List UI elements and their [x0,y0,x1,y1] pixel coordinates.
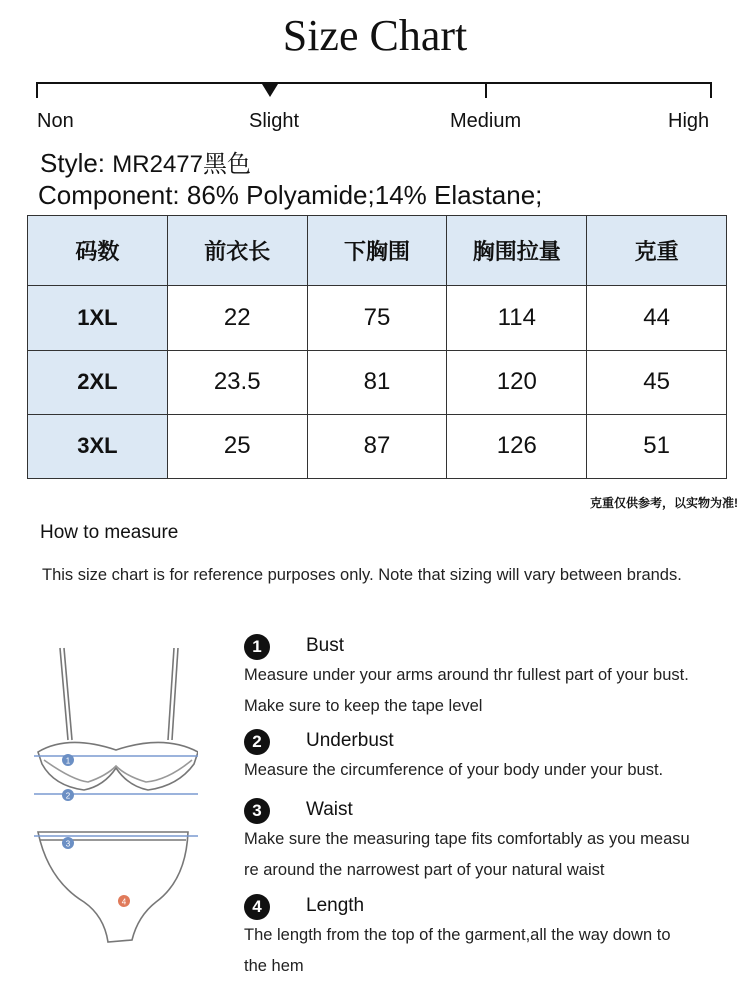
header-underbust: 下胸围 [307,216,447,286]
step-line: The length from the top of the garment,all the way down to [244,926,671,944]
table-header-row [28,216,727,286]
step-line: the hem [244,957,304,975]
table-cell: 75 [307,286,447,350]
table-cell: 87 [307,414,447,478]
step-title: Waist [306,799,353,820]
weight-note: 克重仅供参考，以实物为准! [590,496,738,510]
table-row [28,286,727,350]
scale-label-slight: Slight [249,110,300,132]
table-cell: 44 [587,286,727,350]
header-weight: 克重 [587,216,727,286]
table-cell: 45 [587,350,727,414]
header-size: 码数 [28,216,168,286]
size-table [27,215,727,479]
step-description [244,660,724,722]
table-row [28,414,727,478]
table-cell: 23.5 [167,350,307,414]
marker-label: 1 [65,756,71,766]
step-description [244,755,724,786]
scale-line [36,82,712,84]
step-line: Measure under your arms around thr fullest part of your bust. [244,666,689,684]
step-line: Make sure to keep the tape level [244,697,483,715]
scale-label-non: Non [37,110,74,132]
marker-label: 4 [121,897,127,907]
page-title: Size Chart [282,11,468,60]
header-bust-stretch: 胸围拉量 [447,216,587,286]
garment-diagram-icon [28,640,198,960]
scale-tick-medium [485,82,487,98]
size-cell: 2XL [28,350,168,414]
step-line: Make sure the measuring tape fits comfortably as you measu [244,830,690,848]
step-description [244,824,724,886]
table-cell: 126 [447,414,587,478]
component-line: Component: 86% Polyamide;14% Elastane; [38,180,543,210]
stretch-scale [36,82,712,102]
size-cell: 1XL [28,286,168,350]
table-cell: 81 [307,350,447,414]
howto-title: How to measure [40,522,179,543]
step-number-icon: 2 [244,729,270,755]
step-title: Underbust [306,730,394,751]
style-line [40,144,251,179]
step-number-icon: 3 [244,798,270,824]
marker-label: 3 [65,839,71,849]
step-line: re around the narrowest part of your natural waist [244,861,605,879]
marker-label: 2 [65,791,71,801]
step-title: Bust [306,635,345,656]
scale-label-high: High [668,110,710,132]
scale-tick-high [710,82,712,98]
scale-marker-selected-icon [262,84,278,97]
step-description [244,920,724,982]
style-value: MR2477黑色 [112,151,251,178]
step-title: Length [306,895,365,916]
table-cell: 120 [447,350,587,414]
step-number-icon: 1 [244,634,270,660]
size-cell: 3XL [28,414,168,478]
style-label: Style: [40,148,106,178]
table-cell: 22 [167,286,307,350]
howto-description: This size chart is for reference purposes only. Note that sizing will vary between brands. [42,566,682,584]
table-cell: 114 [447,286,587,350]
step-number-icon: 4 [244,894,270,920]
step-line: Measure the circumference of your body under your bust. [244,761,664,779]
header-front-length: 前衣长 [167,216,307,286]
scale-label-medium: Medium [450,110,522,132]
scale-tick-non [36,82,38,98]
table-cell: 25 [167,414,307,478]
table-row [28,350,727,414]
table-cell: 51 [587,414,727,478]
